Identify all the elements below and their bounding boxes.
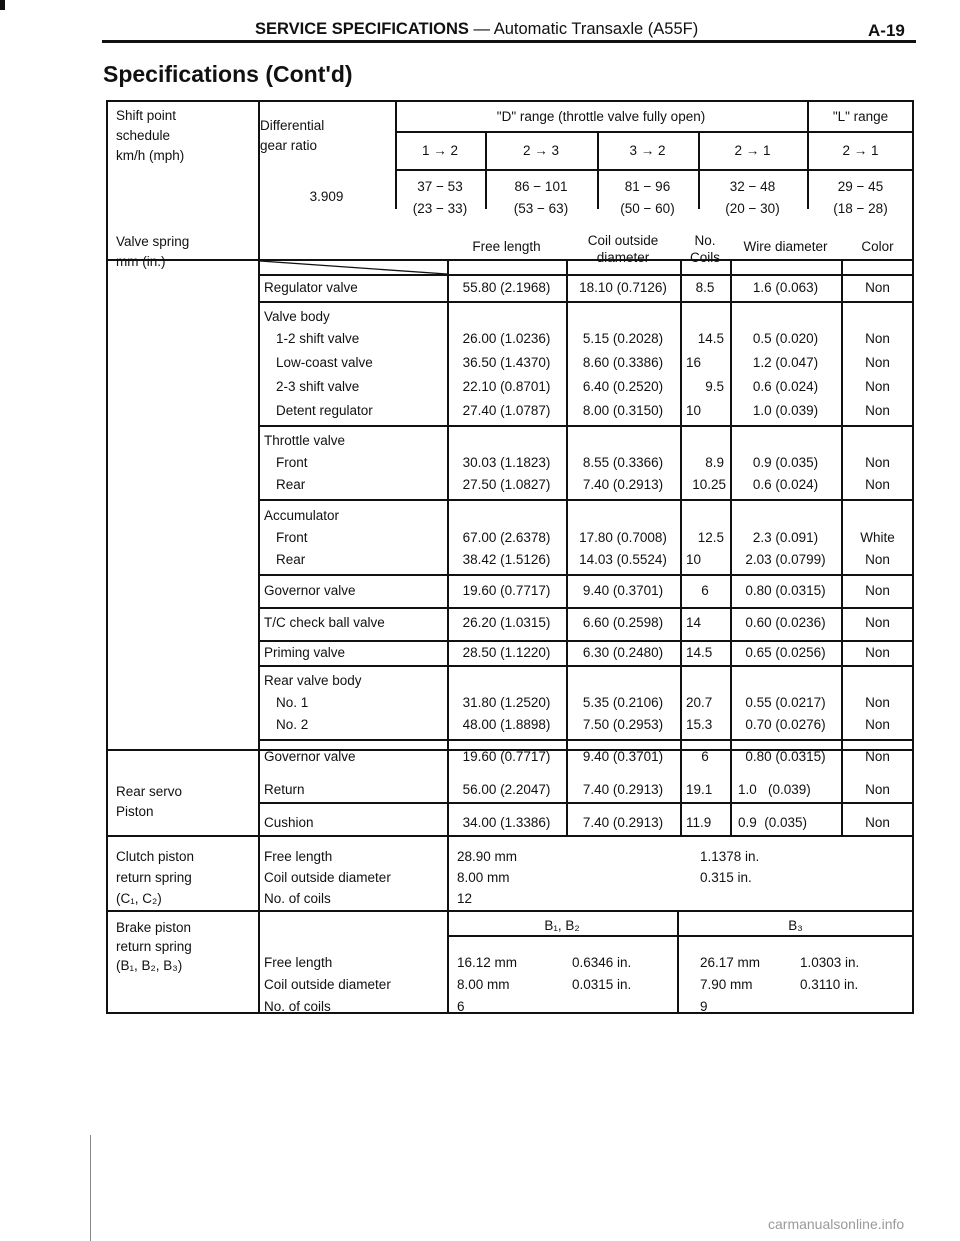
row-name: No. 1	[276, 695, 309, 710]
coils-value: 16	[686, 355, 702, 370]
wire-value: 0.55 (0.0217)	[745, 695, 826, 710]
wire-value: 0.6 (0.024)	[752, 477, 819, 492]
coils-value: 8.5	[695, 280, 715, 295]
col-free-length: Free length	[472, 239, 541, 254]
clutch-piston-label: Clutch piston return spring (C₁, C₂)	[116, 849, 195, 906]
wire-value: 0.6 (0.024)	[752, 379, 819, 394]
gear-col-1-2: 1 → 2	[421, 143, 459, 158]
wire-value: 2.3 (0.091)	[752, 530, 819, 545]
watermark: carmanualsonline.info	[768, 1216, 905, 1232]
wire-value: 1.0 (0.039)	[752, 403, 819, 418]
brake-b3-mm: 26.17 mm 7.90 mm 9	[700, 955, 761, 1014]
brake-piston-label: Brake piston return spring (B₁, B₂, B₃)	[116, 920, 192, 973]
color-value: Non	[865, 477, 890, 492]
color-value: Non	[865, 645, 890, 660]
rule-range-under	[395, 131, 914, 133]
clutch-inch-values: 1.1378 in. 0.315 in.	[700, 849, 760, 885]
free-length-value: 48.00 (1.8898)	[462, 717, 551, 732]
row-name: Return	[264, 782, 305, 797]
wire-value: 1.6 (0.063)	[752, 280, 819, 295]
color-value: Non	[865, 403, 890, 418]
color-value: Non	[865, 782, 890, 797]
coils-value: 12.5	[697, 530, 724, 545]
color-value: Non	[865, 749, 890, 764]
row-name: Priming valve	[264, 645, 346, 660]
free-length-value: 67.00 (2.6378)	[462, 530, 551, 545]
wire-value: 0.80 (0.0315)	[745, 583, 826, 598]
d-range-header: "D" range (throttle valve fully open)	[496, 109, 706, 124]
row-name: 2-3 shift valve	[276, 379, 360, 394]
shift-value: (20 − 30)	[725, 201, 780, 216]
free-length-value: 55.80 (2.1968)	[462, 280, 551, 295]
free-length-value: 26.20 (1.0315)	[462, 615, 551, 630]
row-name: Front	[276, 530, 308, 545]
color-value: Non	[865, 455, 890, 470]
coils-value: 8.9	[705, 455, 724, 470]
diff-gear-label: Differential gear ratio	[260, 118, 325, 153]
free-length-value: 28.50 (1.1220)	[462, 645, 551, 660]
brake-b12-mm: 16.12 mm 8.00 mm 6	[457, 955, 518, 1014]
row-name: Regulator valve	[264, 280, 358, 295]
coils-value: 10	[686, 552, 702, 567]
free-length-value: 27.40 (1.0787)	[462, 403, 551, 418]
col-wire-diameter: Wire diameter	[743, 239, 828, 254]
color-value: Non	[865, 583, 890, 598]
row-name: Governor valve	[264, 583, 356, 598]
coil-outside-value: 6.30 (0.2480)	[582, 645, 664, 660]
scan-artifact-line	[90, 1135, 91, 1241]
row-name: No. 2	[276, 717, 309, 732]
valve-spring-label: Valve spring mm (in.)	[116, 234, 190, 269]
coils-value: 11.9	[686, 815, 712, 830]
color-value: Non	[865, 355, 890, 370]
wire-value: 0.5 (0.020)	[752, 331, 819, 346]
coil-outside-value: 18.10 (0.7126)	[579, 280, 667, 295]
rule-governor	[258, 607, 914, 609]
shift-value: 81 − 96	[624, 179, 671, 194]
rule-servo-mid	[258, 802, 914, 804]
clutch-mm-values: 28.90 mm 8.00 mm 12	[457, 849, 518, 906]
scan-corner-mark	[0, 0, 5, 10]
free-length-value: 36.50 (1.4370)	[462, 355, 551, 370]
coil-outside-value: 8.60 (0.3386)	[582, 355, 664, 370]
page-title: Specifications (Cont'd)	[103, 61, 353, 87]
shift-value: (53 − 63)	[513, 201, 569, 216]
l-range-header: "L" range	[832, 109, 889, 124]
coil-outside-value: 17.80 (0.7008)	[579, 530, 667, 545]
free-length-value: 56.00 (2.2047)	[462, 782, 551, 797]
rule-valvebody	[258, 425, 914, 427]
coils-value: 14.5	[686, 645, 713, 660]
color-value: Non	[865, 552, 890, 567]
coils-value: 9.5	[705, 379, 724, 394]
gear-col-3-2: 3 → 2	[629, 143, 666, 158]
rule-rearbody	[258, 739, 914, 741]
free-length-value: 34.00 (1.3386)	[462, 815, 551, 830]
row-name: Low-coast valve	[276, 355, 373, 370]
wire-value: 0.65 (0.0256)	[745, 645, 826, 660]
brake-b12-header: B₁, B₂	[544, 918, 580, 933]
wire-value: 0.9 (0.035)	[752, 455, 819, 470]
brake-b12-inch: 0.6346 in. 0.0315 in.	[572, 955, 632, 992]
coils-value: 10.25	[692, 477, 726, 492]
coil-outside-value: 7.40 (0.2913)	[582, 782, 664, 797]
group-title: Accumulator	[264, 508, 340, 523]
coil-outside-value: 6.40 (0.2520)	[582, 379, 664, 394]
color-value: Non	[865, 379, 890, 394]
rule-label-col	[258, 102, 260, 1014]
wire-value: 0.9 (0.035)	[738, 815, 808, 830]
gear-col-l-2-1: 2 → 1	[842, 143, 879, 158]
col-color: Color	[861, 239, 894, 254]
coil-outside-value: 6.60 (0.2598)	[582, 615, 664, 630]
header-subtitle: Automatic Transaxle (A55F)	[493, 20, 699, 38]
color-value: Non	[865, 695, 890, 710]
rule-throttle	[258, 499, 914, 501]
coils-value: 10	[686, 403, 702, 418]
header-diagonal	[260, 261, 447, 274]
rule-regulator	[258, 301, 914, 303]
rule-vs-header	[258, 274, 914, 276]
free-length-value: 31.80 (1.2520)	[462, 695, 551, 710]
row-name: Detent regulator	[276, 403, 373, 418]
free-length-value: 38.42 (1.5126)	[462, 552, 551, 567]
wire-value: 0.70 (0.0276)	[745, 717, 826, 732]
wire-value: 0.60 (0.0236)	[745, 615, 826, 630]
free-length-value: 19.60 (0.7717)	[462, 583, 551, 598]
rule-priming	[258, 665, 914, 667]
shift-point-label: Shift point schedule km/h (mph)	[116, 108, 185, 163]
color-value: White	[860, 530, 895, 545]
color-value: Non	[865, 615, 890, 630]
rule-shift-end	[108, 259, 914, 261]
row-name: Cushion	[264, 815, 314, 830]
gear-col-2-3: 2 → 3	[522, 143, 560, 158]
shift-value: (18 − 28)	[833, 201, 888, 216]
coils-value: 15.3	[686, 717, 713, 732]
spec-table	[106, 100, 914, 1014]
brake-items: Free length Coil outside diameter No. of coils	[264, 955, 391, 1014]
rule-clutch-end	[108, 910, 914, 912]
row-name: 1-2 shift valve	[276, 331, 360, 346]
coil-outside-value: 7.50 (0.2953)	[582, 717, 664, 732]
color-value: Non	[865, 331, 890, 346]
coils-value: 19.1	[686, 782, 713, 797]
header-rule	[102, 40, 916, 43]
wire-value: 2.03 (0.0799)	[745, 552, 826, 567]
col-no-coils: No. Coils	[689, 233, 720, 265]
coil-outside-value: 9.40 (0.3701)	[582, 749, 664, 764]
group-title: Throttle valve	[264, 433, 346, 448]
brake-b3-inch: 1.0303 in. 0.3110 in.	[800, 955, 860, 992]
coil-outside-value: 8.00 (0.3150)	[582, 403, 664, 418]
header-dash: —	[473, 20, 491, 38]
row-name: Rear	[276, 477, 306, 492]
coil-outside-value: 9.40 (0.3701)	[582, 583, 664, 598]
free-length-value: 22.10 (0.8701)	[462, 379, 551, 394]
diff-ratio-value: 3.909	[309, 189, 344, 204]
wire-value: 1.2 (0.047)	[752, 355, 819, 370]
color-value: Non	[865, 815, 890, 830]
free-length-value: 19.60 (0.7717)	[462, 749, 551, 764]
coils-value: 14.5	[697, 331, 724, 346]
coil-outside-value: 5.35 (0.2106)	[582, 695, 664, 710]
wire-value: 0.80 (0.0315)	[745, 749, 826, 764]
color-value: Non	[865, 280, 890, 295]
clutch-items: Free length Coil outside diameter No. of coils	[264, 849, 391, 906]
free-length-value: 26.00 (1.0236)	[462, 331, 551, 346]
shift-value: (50 − 60)	[620, 201, 675, 216]
color-value: Non	[865, 717, 890, 732]
rear-servo-label: Rear servo Piston	[116, 784, 183, 819]
free-length-value: 30.03 (1.1823)	[462, 455, 551, 470]
shift-value: (23 − 33)	[412, 201, 468, 216]
coils-value: 14	[686, 615, 702, 630]
brake-b3-header: B₃	[788, 918, 803, 933]
coil-outside-value: 5.15 (0.2028)	[582, 331, 664, 346]
row-name: Governor valve	[264, 749, 356, 764]
group-title: Valve body	[264, 309, 330, 324]
rule-accumulator	[258, 574, 914, 576]
shift-value: 86 − 101	[514, 179, 568, 194]
page-number: A-19	[868, 21, 905, 40]
coils-value: 6	[701, 583, 709, 598]
free-length-value: 27.50 (1.0827)	[462, 477, 551, 492]
row-name: Front	[276, 455, 308, 470]
coils-value: 20.7	[686, 695, 713, 710]
group-title: Rear valve body	[264, 673, 362, 688]
coils-value: 6	[701, 749, 709, 764]
row-name: Rear	[276, 552, 306, 567]
coil-outside-value: 7.40 (0.2913)	[582, 477, 664, 492]
shift-value: 32 − 48	[729, 179, 776, 194]
coil-outside-value: 7.40 (0.2913)	[582, 815, 664, 830]
rule-servo-end	[108, 835, 914, 837]
page-header	[255, 20, 698, 39]
shift-value: 29 − 45	[837, 179, 884, 194]
row-name: T/C check ball valve	[264, 615, 385, 630]
gear-col-2-1: 2 → 1	[734, 143, 771, 158]
header-section: SERVICE SPECIFICATIONS	[255, 20, 469, 38]
col-coil-outside: Coil outside diameter	[587, 233, 659, 265]
coil-outside-value: 8.55 (0.3366)	[582, 455, 664, 470]
wire-value: 1.0 (0.039)	[738, 782, 811, 797]
coil-outside-value: 14.03 (0.5524)	[579, 552, 667, 567]
shift-value: 37 − 53	[417, 179, 463, 194]
rule-gear-under	[395, 169, 914, 171]
